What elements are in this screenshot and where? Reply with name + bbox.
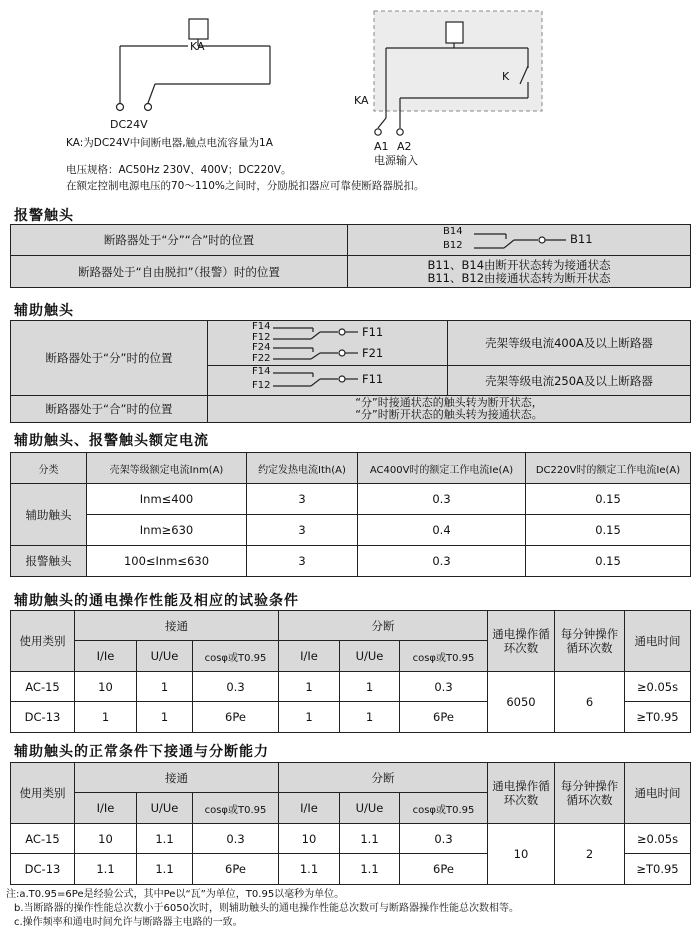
rc-header-dc220: DC220V时的额定工作电流Ie(A): [526, 453, 691, 484]
nm-cell: 1.1: [340, 824, 400, 854]
nm-cycles: 10: [488, 824, 555, 885]
nm-sub-header: U/Ue: [340, 793, 400, 824]
nm-cell: 1.1: [137, 854, 193, 885]
op-cell: 1: [340, 702, 400, 733]
nm-cell: 6Pe: [400, 854, 488, 885]
nm-usage-header: 使用类别: [11, 763, 75, 824]
voltage-spec-note: 电压规格：AC50Hz 230V、400V；DC220V。: [66, 164, 292, 176]
right-wiring-diagram: [368, 8, 548, 138]
op-make-header: 接通: [75, 611, 279, 641]
rated-current-title: 辅助触头、报警触头额定电流: [14, 433, 209, 449]
pin-f11: F11: [362, 325, 384, 339]
nm-cell: 1.1: [75, 854, 137, 885]
rc-aux-label: 辅助触头: [11, 484, 87, 546]
nm-permin-header: 每分钟操作循环次数: [555, 763, 625, 824]
relay-note: KA:为DC24V中间断电器,触点电流容量为1A: [66, 137, 273, 149]
pin-f21: F21: [362, 346, 384, 360]
pin-f14-b: F14: [252, 366, 271, 377]
normal-title: 辅助触头的正常条件下接通与分断能力: [14, 744, 269, 760]
nm-sub-header: I/Ie: [75, 793, 137, 824]
rc-cell: Inm≥630: [87, 515, 247, 546]
rc-cell: 0.3: [358, 484, 526, 515]
op-cell: 1: [279, 702, 340, 733]
trip-range-note: 在额定控制电源电压的70～110%之间时，分励脱扣器应可靠使断路器脱扣。: [66, 180, 425, 192]
op-sub-header: U/Ue: [137, 641, 193, 672]
nm-cell: 1.1: [340, 854, 400, 885]
pin-f12: F12: [252, 332, 271, 343]
footnote-a: 注:a.T0.95=6Pe是经验公式，其中Pe以“瓦”为单位，T0.95以毫秒为单位。: [6, 889, 345, 900]
op-cell: 0.3: [193, 672, 279, 702]
footnote-b: b.当断路器的操作性能总次数小于6050次时，则辅助触头的通电操作性能总次数可与断路器操作性能总次数相等。: [14, 903, 519, 914]
aux-row2-line2: “分”时断开状态的触头转为接通状态。: [355, 408, 543, 421]
alarm-row2-line2: B11、B12由接通状态转为断开状态: [427, 270, 611, 285]
nm-time-header: 通电时间: [625, 763, 691, 824]
op-time: ≥T0.95: [625, 702, 691, 733]
nm-sub-header: cosφ或T0.95: [400, 793, 488, 824]
operating-title: 辅助触头的通电操作性能及相应的试验条件: [14, 593, 299, 609]
op-cell: 1: [137, 702, 193, 733]
pin-f11-b: F11: [362, 372, 384, 386]
nm-per-min: 2: [555, 824, 625, 885]
op-cycles: 6050: [488, 672, 555, 733]
rated-current-table: [10, 452, 691, 577]
power-input-label: 电源输入: [374, 154, 418, 167]
nm-cell: 10: [75, 824, 137, 854]
rc-cell: 0.15: [526, 515, 691, 546]
op-cell: 0.3: [400, 672, 488, 702]
nm-sub-header: I/Ie: [279, 793, 340, 824]
nm-cell: 10: [279, 824, 340, 854]
rc-cell: 3: [247, 546, 358, 577]
pin-f14: F14: [252, 321, 271, 332]
op-sub-header: cosφ或T0.95: [400, 641, 488, 672]
op-permin-header: 每分钟操作循环次数: [555, 611, 625, 672]
nm-category: AC-15: [11, 824, 75, 854]
alarm-row2-label: 断路器处于“自由脱扣”（报警）时的位置: [11, 256, 348, 288]
alarm-row2-line1: B11、B14由断开状态转为接通状态: [427, 257, 611, 272]
aux-diagram-a-desc: 壳架等级电流400A及以上断路器: [448, 321, 691, 366]
op-cell: 6Pe: [400, 702, 488, 733]
op-per-min: 6: [555, 672, 625, 733]
rc-cell: 0.15: [526, 546, 691, 577]
nm-sub-header: U/Ue: [137, 793, 193, 824]
aux-diagram-b-desc: 壳架等级电流250A及以上断路器: [448, 366, 691, 396]
op-cell: 1: [137, 672, 193, 702]
rc-alarm-label: 报警触头: [11, 546, 87, 577]
op-sub-header: U/Ue: [340, 641, 400, 672]
op-category: AC-15: [11, 672, 75, 702]
nm-cell: 0.3: [400, 824, 488, 854]
aux-contacts-table: [10, 320, 691, 423]
aux-diagram-b: [208, 366, 448, 396]
nm-cycles-header: 通电操作循环次数: [488, 763, 555, 824]
nm-time: ≥T0.95: [625, 854, 691, 885]
left-wiring-diagram: [100, 10, 290, 130]
op-usage-header: 使用类别: [11, 611, 75, 672]
pin-b12: B12: [443, 240, 463, 251]
terminal-a2-label: A2: [397, 140, 412, 153]
footnote-c: c.操作频率和通电时间允许与断路器主电路的一致。: [14, 917, 243, 928]
op-cell: 1: [340, 672, 400, 702]
aux-row2-line1: “分”时接通状态的触头转为断开状态，: [355, 396, 543, 409]
terminal-a1-label: A1: [374, 140, 389, 153]
op-cell: 6Pe: [193, 702, 279, 733]
supply-label: DC24V: [110, 118, 148, 131]
nm-make-header: 接通: [75, 763, 279, 793]
rc-cell: Inm≤400: [87, 484, 247, 515]
normal-table: [10, 762, 691, 885]
rc-cell: 100≤Inm≤630: [87, 546, 247, 577]
rc-cell: 3: [247, 515, 358, 546]
pin-b11: B11: [570, 232, 593, 246]
alarm-row1-label: 断路器处于“分”“合”时的位置: [11, 225, 348, 256]
rc-header-ith: 约定发热电流Ith(A): [247, 453, 358, 484]
nm-cell: 1.1: [279, 854, 340, 885]
op-category: DC-13: [11, 702, 75, 733]
op-time: ≥0.05s: [625, 672, 691, 702]
op-cell: 10: [75, 672, 137, 702]
rc-cell: 3: [247, 484, 358, 515]
right-relay-label: KA: [354, 94, 369, 107]
pin-f22: F22: [252, 353, 271, 364]
nm-cell: 6Pe: [193, 854, 279, 885]
rc-cell: 0.4: [358, 515, 526, 546]
left-relay-label: KA: [190, 40, 205, 53]
contact-k-label: K: [502, 70, 510, 83]
nm-cell: 0.3: [193, 824, 279, 854]
rc-cell: 0.3: [358, 546, 526, 577]
pin-b14: B14: [443, 226, 463, 237]
rc-header-inm: 壳架等级额定电流Inm(A): [87, 453, 247, 484]
aux-row2-label: 断路器处于“合”时的位置: [11, 396, 208, 423]
nm-time: ≥0.05s: [625, 824, 691, 854]
op-cycles-header: 通电操作循环次数: [488, 611, 555, 672]
nm-category: DC-13: [11, 854, 75, 885]
op-sub-header: cosφ或T0.95: [193, 641, 279, 672]
op-sub-header: I/Ie: [279, 641, 340, 672]
op-cell: 1: [279, 672, 340, 702]
rc-cell: 0.15: [526, 484, 691, 515]
alarm-contacts-title: 报警触头: [14, 208, 74, 224]
nm-sub-header: cosφ或T0.95: [193, 793, 279, 824]
aux-contacts-title: 辅助触头: [14, 303, 74, 319]
alarm-contacts-table: [10, 224, 691, 288]
rc-header-ac400: AC400V时的额定工作电流Ie(A): [358, 453, 526, 484]
alarm-switch-diagram: [348, 225, 691, 256]
op-cell: 1: [75, 702, 137, 733]
pin-f24: F24: [252, 342, 271, 353]
op-time-header: 通电时间: [625, 611, 691, 672]
nm-cell: 1.1: [137, 824, 193, 854]
op-sub-header: I/Ie: [75, 641, 137, 672]
rc-header-category: 分类: [11, 453, 87, 484]
operating-table: [10, 610, 691, 733]
pin-f12-b: F12: [252, 380, 271, 391]
op-break-header: 分断: [279, 611, 488, 641]
aux-diagram-a: [208, 321, 448, 366]
aux-row1-label: 断路器处于“分”时的位置: [11, 321, 208, 396]
nm-break-header: 分断: [279, 763, 488, 793]
